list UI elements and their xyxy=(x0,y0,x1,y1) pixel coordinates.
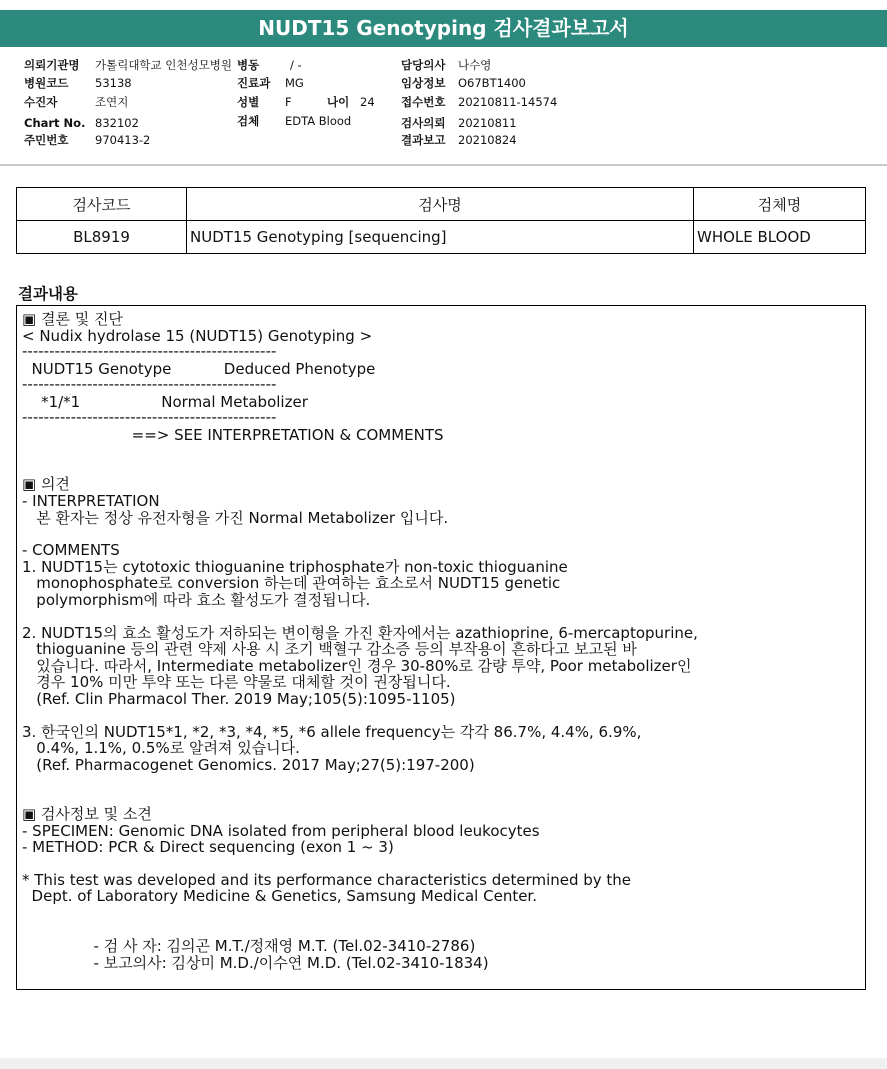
age-label: 나이 xyxy=(327,95,350,109)
doctor-value: 나수영 xyxy=(458,58,492,72)
ward-label: 병동 xyxy=(237,58,260,72)
report-date-label: 결과보고 xyxy=(401,133,446,147)
request-date-value: 20210811 xyxy=(458,116,517,130)
comment-3-line: 3. 한국인의 NUDT15*1, *2, *3, *4, *5, *6 allele frequency는 각각 86.7%, 4.4%, 6.9%, xyxy=(22,723,642,741)
resident-no-label: 주민번호 xyxy=(24,133,69,147)
exam-code-header: 검사코드 xyxy=(17,188,187,221)
institution-label: 의뢰기관명 xyxy=(24,58,80,72)
receipt-no-value: 20210811-14574 xyxy=(458,95,558,109)
patient-info-section xyxy=(0,52,887,166)
disclaimer-line: Dept. of Laboratory Medicine & Genetics, Samsung Medical Center. xyxy=(22,887,537,905)
comment-2-reference: (Ref. Clin Pharmacol Ther. 2019 May;105(5):1095-1105) xyxy=(22,690,456,708)
report-date-value: 20210824 xyxy=(458,133,517,147)
interpretation-heading: - INTERPRETATION xyxy=(22,492,160,510)
patient-name-value: 조연지 xyxy=(95,95,129,109)
reporting-physician-line: - 보고의사: 김상미 M.D./이수연 M.D. (Tel.02-3410-1834) xyxy=(22,954,489,972)
clinical-info-label: 임상정보 xyxy=(401,76,446,90)
see-interpretation-note: ==> SEE INTERPRETATION & COMMENTS xyxy=(22,426,444,444)
specimen-name-cell: WHOLE BLOOD xyxy=(694,221,866,254)
hospital-code-label: 병원코드 xyxy=(24,76,69,90)
table-row xyxy=(17,221,866,254)
result-content-box xyxy=(16,305,866,990)
comment-1-line: 1. NUDT15는 cytotoxic thioguanine triphosphate가 non-toxic thioguanine xyxy=(22,558,568,576)
receipt-no-label: 접수번호 xyxy=(401,95,446,109)
comment-2-line: thioguanine 등의 관련 약제 사용 시 조기 백혈구 감소증 등의 부작용이 흔하다고 보고된 바 xyxy=(22,640,637,658)
table-header-row xyxy=(17,188,866,221)
interpretation-text: 본 환자는 정상 유전자형을 가진 Normal Metabolizer 입니다. xyxy=(22,509,449,527)
comment-2-line: 2. NUDT15의 효소 활성도가 저하되는 변이형을 가진 환자에서는 azathioprine, 6-mercaptopurine, xyxy=(22,624,698,642)
comment-3-line: 0.4%, 1.1%, 0.5%로 알려져 있습니다. xyxy=(22,739,300,757)
institution-value: 가톨릭대학교 인천성모병원 xyxy=(95,58,232,72)
result-heading: 결과내용 xyxy=(18,285,78,303)
genotype-table-header: NUDT15 Genotype Deduced Phenotype xyxy=(22,360,376,378)
specimen-label: 검체 xyxy=(237,114,260,128)
footer-bar xyxy=(0,1058,887,1069)
specimen-info: - SPECIMEN: Genomic DNA isolated from peripheral blood leukocytes xyxy=(22,822,540,840)
comments-heading: - COMMENTS xyxy=(22,541,120,559)
exam-code-cell: BL8919 xyxy=(17,221,187,254)
exam-table xyxy=(16,187,866,254)
clinical-info-value: O67BT1400 xyxy=(458,76,526,90)
comment-3-reference: (Ref. Pharmacogenet Genomics. 2017 May;27(5):197-200) xyxy=(22,756,475,774)
request-date-label: 검사의뢰 xyxy=(401,116,446,130)
sex-label: 성별 xyxy=(237,95,260,109)
opinion-section-title: ▣ 의견 xyxy=(22,475,70,493)
ward-value: / - xyxy=(290,58,302,72)
sex-value: F xyxy=(285,95,292,109)
hospital-code-value: 53138 xyxy=(95,76,132,90)
method-info: - METHOD: PCR & Direct sequencing (exon 1 ~ 3) xyxy=(22,838,394,856)
genotype-result: *1/*1 Normal Metabolizer xyxy=(22,393,308,411)
exam-name-cell: NUDT15 Genotyping [sequencing] xyxy=(187,221,694,254)
divider-line: ----------------------------------------------- xyxy=(22,342,277,360)
comment-1-line: polymorphism에 따라 효소 활성도가 결정됩니다. xyxy=(22,591,371,609)
comment-2-line: 경우 10% 미만 투약 또는 다른 약물로 대체할 것이 권장됩니다. xyxy=(22,673,451,691)
chart-no-label: Chart No. xyxy=(24,116,86,130)
comment-1-line: monophosphate로 conversion 하는데 관여하는 효소로서 NUDT15 genetic xyxy=(22,574,561,592)
doctor-label: 담당의사 xyxy=(401,58,446,72)
exam-name-header: 검사명 xyxy=(187,188,694,221)
age-value: 24 xyxy=(360,95,375,109)
specimen-name-header: 검체명 xyxy=(694,188,866,221)
chart-no-value: 832102 xyxy=(95,116,139,130)
specimen-value: EDTA Blood xyxy=(285,114,352,128)
resident-no-value: 970413-2 xyxy=(95,133,151,147)
disclaimer-line: * This test was developed and its performance characteristics determined by the xyxy=(22,871,632,889)
conclusion-section-title: ▣ 결론 및 진단 xyxy=(22,310,123,328)
patient-name-label: 수진자 xyxy=(24,95,58,109)
genotyping-title: < Nudix hydrolase 15 (NUDT15) Genotyping > xyxy=(22,327,373,345)
examiner-line: - 검 사 자: 김의곤 M.T./정재영 M.T. (Tel.02-3410-2786) xyxy=(22,937,476,955)
department-value: MG xyxy=(285,76,304,90)
divider-line: ----------------------------------------------- xyxy=(22,375,277,393)
department-label: 진료과 xyxy=(237,76,271,90)
report-title: NUDT15 Genotyping 검사결과보고서 xyxy=(0,10,887,47)
comment-2-line: 있습니다. 따라서, Intermediate metabolizer인 경우 30-80%로 감량 투약, Poor metabolizer인 xyxy=(22,657,692,675)
test-info-section-title: ▣ 검사정보 및 소견 xyxy=(22,805,152,823)
divider-line: ----------------------------------------------- xyxy=(22,408,277,426)
